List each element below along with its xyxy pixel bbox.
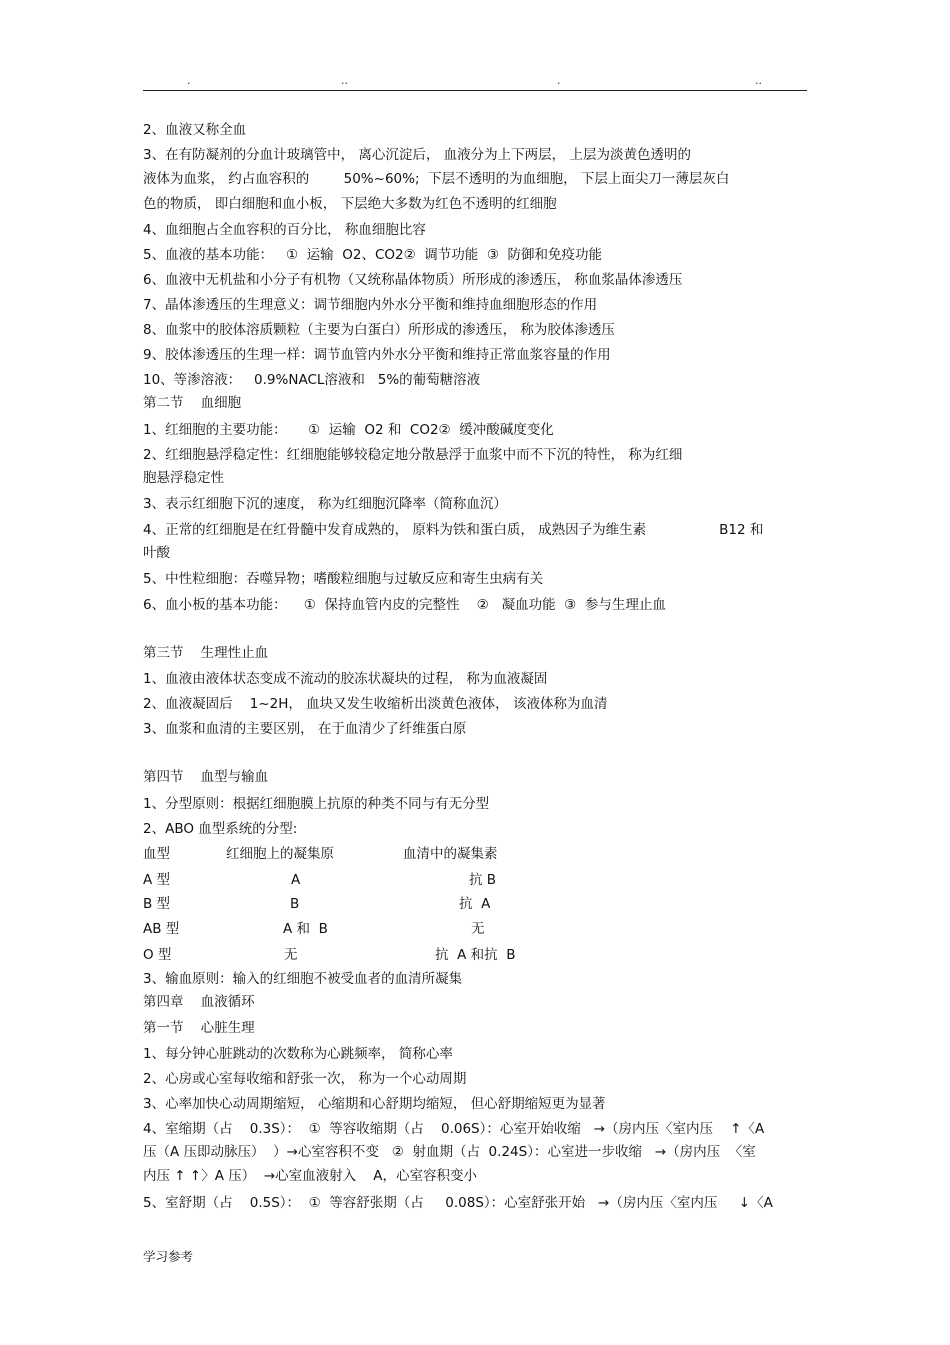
table-header: 红细胞上的凝集原 bbox=[226, 846, 334, 862]
table-header: 血型 bbox=[143, 846, 170, 862]
section-heading: 第一节 心脏生理 bbox=[143, 1020, 255, 1036]
text-line: 2、ABO 血型系统的分型: bbox=[143, 821, 298, 837]
table-cell: A 和 B bbox=[283, 921, 328, 937]
text-line: 1、血液由液体状态变成不流动的胶冻状凝块的过程， 称为血液凝固 bbox=[143, 671, 548, 687]
text-line: 3、输血原则：输入的红细胞不被受血者的血清所凝集 bbox=[143, 971, 463, 987]
text-line: 胞悬浮稳定性 bbox=[143, 470, 224, 486]
text-line: 6、血液中无机盐和小分子有机物（又统称晶体物质）所形成的渗透压， 称血浆晶体渗透压 bbox=[143, 272, 683, 288]
table-cell: 抗 A bbox=[459, 896, 491, 912]
text-line: 3、血浆和血清的主要区别， 在于血清少了纤维蛋白原 bbox=[143, 721, 467, 737]
table-cell: 无 bbox=[471, 921, 485, 937]
table-cell: O 型 bbox=[143, 947, 172, 963]
table-cell: 无 bbox=[284, 947, 298, 963]
text-line: 2、血液凝固后 1~2H， 血块又发生收缩析出淡黄色液体， 该液体称为血清 bbox=[143, 696, 608, 712]
table-cell: 抗 A 和抗 B bbox=[435, 947, 516, 963]
page-footer: 学习参考 bbox=[143, 1249, 194, 1264]
text-line: 2、血液又称全血 bbox=[143, 122, 247, 138]
table-cell: B bbox=[290, 896, 300, 912]
text-line: 5、室舒期（占 0.5S）： ① 等容舒张期（占 0.08S）：心室舒张开始 →（房内压〈室内压 ↓〈A bbox=[143, 1195, 773, 1211]
text-line: 5、中性粒细胞：吞噬异物；嗜酸粒细胞与过敏反应和寄生虫病有关 bbox=[143, 571, 544, 587]
text-line: 1、红细胞的主要功能： ① 运输 O2 和 CO2② 缓冲酸碱度变化 bbox=[143, 422, 554, 438]
table-cell: B 型 bbox=[143, 896, 171, 912]
table-cell: A bbox=[291, 872, 301, 888]
text-line: 压（A 压即动脉压） ）→心室容积不变 ② 射血期（占 0.24S）：心室进一步收缩 →（房内压 〈室 bbox=[143, 1144, 756, 1160]
table-header: 血清中的凝集素 bbox=[403, 846, 498, 862]
section-heading: 第三节 生理性止血 bbox=[143, 645, 269, 661]
text-line: 4、正常的红细胞是在红骨髓中发育成熟的， 原料为铁和蛋白质， 成熟因子为维生素 B12 和 bbox=[143, 522, 764, 538]
text-line: 8、血浆中的胶体溶质颗粒（主要为白蛋白）所形成的渗透压， 称为胶体渗透压 bbox=[143, 322, 615, 338]
text-line: 2、心房或心室每收缩和舒张一次， 称为一个心动周期 bbox=[143, 1071, 467, 1087]
text-line: 6、血小板的基本功能： ① 保持血管内皮的完整性 ② 凝血功能 ③ 参与生理止血 bbox=[143, 597, 666, 613]
text-line: 内压 ↑ ↑〉A 压） →心室血液射入 A，心室容积变小 bbox=[143, 1168, 478, 1184]
header-rule bbox=[143, 90, 807, 91]
table-cell: A 型 bbox=[143, 872, 171, 888]
text-line: 1、分型原则：根据红细胞膜上抗原的种类不同与有无分型 bbox=[143, 796, 490, 812]
text-line: 4、室缩期（占 0.3S）： ① 等容收缩期（占 0.06S）：心室开始收缩 →（房内压〈室内压 ↑〈A bbox=[143, 1121, 765, 1137]
text-line: 5、血液的基本功能： ① 运输 O2、CO2② 调节功能 ③ 防御和免疫功能 bbox=[143, 247, 603, 263]
text-line: 色的物质， 即白细胞和血小板， 下层绝大多数为红色不透明的红细胞 bbox=[143, 196, 557, 212]
text-line: 10、等渗溶液： 0.9%NACL溶液和 5%的葡萄糖溶液 bbox=[143, 372, 481, 388]
text-line: 3、表示红细胞下沉的速度， 称为红细胞沉降率（简称血沉） bbox=[143, 496, 507, 512]
page-header-dots bbox=[145, 74, 805, 90]
text-line: 3、心率加快心动周期缩短， 心缩期和心舒期均缩短， 但心舒期缩短更为显著 bbox=[143, 1096, 606, 1112]
text-line: 4、血细胞占全血容积的百分比， 称血细胞比容 bbox=[143, 222, 426, 238]
header-dot: . bbox=[187, 74, 191, 87]
text-line: 7、晶体渗透压的生理意义：调节细胞内外水分平衡和维持血细胞形态的作用 bbox=[143, 297, 598, 313]
header-dot: .. bbox=[755, 74, 762, 87]
chapter-heading: 第四章 血液循环 bbox=[143, 994, 255, 1010]
section-heading: 第二节 血细胞 bbox=[143, 395, 242, 411]
text-line: 3、在有防凝剂的分血计玻璃管中， 离心沉淀后， 血液分为上下两层， 上层为淡黄色透明的 bbox=[143, 147, 691, 163]
header-dot: .. bbox=[341, 74, 348, 87]
table-cell: AB 型 bbox=[143, 921, 180, 937]
text-line: 1、每分钟心脏跳动的次数称为心跳频率， 简称心率 bbox=[143, 1046, 453, 1062]
text-line: 液体为血浆， 约占血容积的 50%~60%; 下层不透明的为血细胞， 下层上面尖刀一薄层灰白 bbox=[143, 171, 730, 187]
text-line: 叶酸 bbox=[143, 545, 170, 561]
text-line: 2、红细胞悬浮稳定性：红细胞能够较稳定地分散悬浮于血浆中而不下沉的特性， 称为红细 bbox=[143, 447, 683, 463]
header-dot: . bbox=[557, 74, 561, 87]
text-line: 9、胶体渗透压的生理一样：调节血管内外水分平衡和维持正常血浆容量的作用 bbox=[143, 347, 611, 363]
section-heading: 第四节 血型与输血 bbox=[143, 769, 269, 785]
table-cell: 抗 B bbox=[469, 872, 497, 888]
